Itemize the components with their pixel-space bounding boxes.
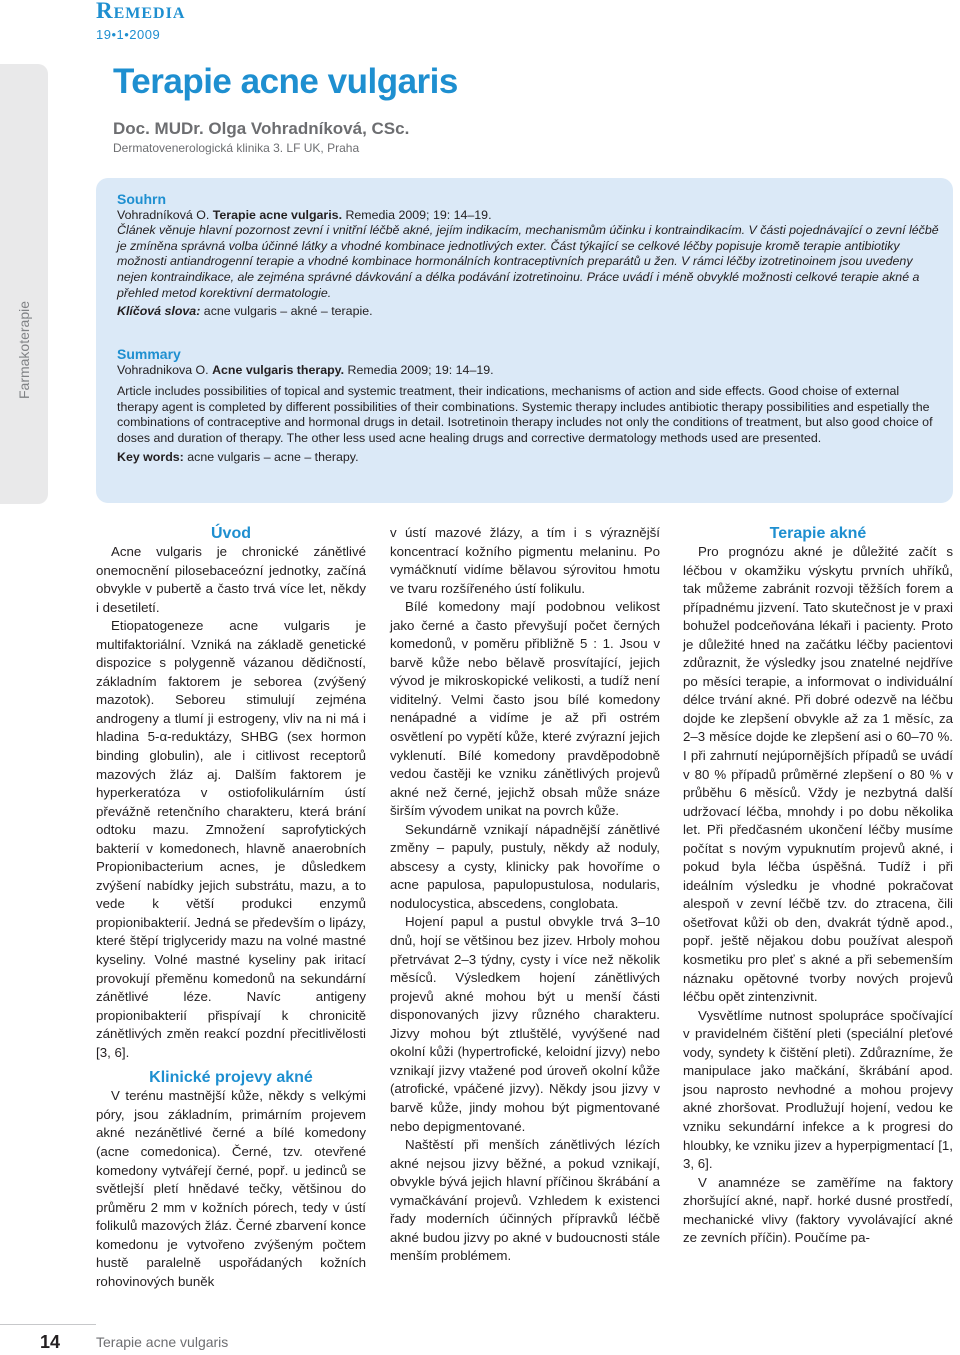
article-author: Doc. MUDr. Olga Vohradníková, CSc. (113, 119, 410, 138)
cite-title: Acne vulgaris therapy. (212, 362, 345, 377)
article-affiliation: Dermatovenerologická klinika 3. LF UK, Praha (113, 141, 360, 155)
paragraph: Naštěstí při menších zánětlivých lézích akné nejsou jizvy běžné, a pokud vznikají, obvykle bývá jejich hlavní příčinou škrábání a vymačkávání projevů. Vzhledem k existenci řady moderních účinných přípravků léčbě akné budou jizvy po akné v budoucnosti stále menším problémem. (390, 1137, 660, 1264)
abstract-en-body: Article includes possibilities of topical and systemic treatment, their indications, mechanisms of action and side effects. Good choise of external therapy agent is completed by different possibilities of their combinations. Systemic therapy includes antibiotic therapy possibilities and espetially the combinations of contraceptive and hormonal drugs in detail. Isotretinoin therapy includes not only the conditions of treatment, but also good choice of doses and duration of therapy. The other less used acne healing drugs and corrective dermatology methods used are presented. (117, 384, 933, 445)
abstract-cz-body: Článek věnuje hlavní pozornost zevní i vnitřní léčbě akné, jejím indikacím, mechanismům účinku i kontraindikacím. V části pojednávající o zevní léčbě je zmíněna správná volba účinné látky a vhodné kombinace jednotlivých exter. Část týkající se celkové léčby popisuje kromě terapie antibiotiky možnosti antiandrogenní terapie a vhodné kombinace hormonálních kontraceptivních preparátů u žen. V rámci léčby izotretinoinem jsou uvedeny nejen kontraindikace, ale zejména správné dávkování a délka podávání izotretinoinu. Práce uvádí i méně obvyklé možnosti celkové terapie akné a přehled metod korektivní dermatologie. (117, 223, 939, 300)
cite-journal: Remedia 2009; 19: 14–19. (345, 207, 492, 222)
keywords-label: Klíčová slova: (117, 304, 201, 319)
masthead (96, 0, 185, 42)
heading-klinicke-projevy: Klinické projevy akné (149, 1069, 313, 1087)
running-title: Terapie acne vulgaris (96, 1334, 229, 1350)
article-title: Terapie acne vulgaris (113, 62, 458, 101)
paragraph: Acne vulgaris je chronické zánětlivé onemocnění pilosebaceózní jednotky, začíná obvykle v pubertě a často trvá více let, někdy i desetiletí. (96, 544, 366, 615)
paragraph: V terénu mastnější kůže, někdy s velkými póry, jsou základním, primárním projevem akné nezánětlivé černé a bílé komedony (acne comedonica). Černé, tzv. otevřené komedony vytvářejí černé, popř. u jedinců se světlejší pletí hnědavé tečky, většinou do průměru 2 mm v kožních pórech, tedy v ústí folikulů mazových žláz. Černé zbarvení konce komedonu je vytvořeno zvýšeným počtem hustě paralelně uspořádaných kožních rohovinových buněk (96, 1088, 366, 1289)
paragraph: Pro prognózu akné je důležité začít s léčbou v okamžiku výskytu prvních uhříků, tak můžeme zabránit rozvoji těžších forem a případnému jizvení. Tato skutečnost je v praxi bohužel podceňována lékaři i pacienty. Proto je důležité hned na začátku léčby pacientovi zdůraznit, že výsledky jsou znatelné nejdříve po měsíci terapie, a informovat o individuální délce trvání akné. Při dobré odezvě na léčbu dojde ke zlepšení obvykle až za 1 měsíc, za 2–3 měsíce dojde ke zlepšení asi o 60–70 %. I při zahrnutí nejúpornějších případů se uvádí v 80 % případů průměrné zlepšení o 80 % v průběhu 6 měsíců. Vždy je nezbytná další udržovací léčba, mnohdy i po dobu několika let. Při předčasném ukončení léčby musíme počítat s novým vypuknutím projevů akné, i pokud byla léčba úspěšná. Tudíž i při ideálním výsledku je vhodné pokračovat alespoň v zevní léčbě tzv. do ztracena, čili ošetřovat kůži ob den, dvakrát týdně apod., popř. ještě nějakou dobu používat alespoň kosmetiku pro pleť s akné a při sebemenším náznaku opětovné tvorby nových projevů léčbu opět zintenzivnit. (683, 544, 953, 1005)
column-1 (96, 524, 366, 1291)
page-footer (0, 1324, 960, 1355)
section-label-text: Farmakoterapie (16, 300, 32, 400)
paragraph: Bílé komedony mají podobnou velikost jako černé a často převyšují počet černých komedonů, v poměru přibližně 5 : 1. Jsou v barvě kůže nebo bělavě prosvítající, jejich vývod je mikroskopické velikosti, a tudíž není viditelný. Velmi často jsou bílé komedony nenápadné a vidíme je až při ostrém osvětlení po vypětí kůže, které zvýrazní jejich vyklenutí. Bílé komedony pravděpodobně vedou častěji ke vzniku zánětlivých projevů akné než černé, jejichž obsah může snáze širším vývodem unikat na povrch kůže. (390, 599, 660, 819)
abstract-en (117, 347, 943, 465)
footer-rule (0, 1324, 96, 1325)
abstract-cz-citation (117, 208, 943, 224)
paragraph: Etiopatogeneze acne vulgaris je multifaktoriální. Vzniká na základě genetické dispozice s polygenně vázanou dědičností, základním faktorem je seborea (zvýšený mazotok). Seboreu stimulují zejména androgeny a tlumí ji estrogeny, vliv na ni má i hladina 5-α-reduktázy, SHBG (sex hormon binding globulin), ale i citlivost receptorů mazových žláz aj. Dalším faktorem je hyperkeratóza v ostiofolikulárním ústí převážně retenčního charakteru, která brání odtoku mazu. Zmnožení saprofytických bakterií v komedonech, hlavně anaerobních Propionibacterium acnes, je důsledkem zvýšení nabídky jejich substrátu, mazu, a to vede k větší produkci enzymů propionibakterií. Jedná se především o lipázy, které štěpí triglyceridy mazu na volné mastné kyseliny. Volné mastné kyseliny pak iritací provokují přeměnu komedonů na sekundární zánětlivé léze. Navíc antigeny propionibakterií přispívají k chronicitě zánětlivých změn reakcí pozdní přecitlivělosti [3, 6]. (96, 618, 366, 1060)
issue-number: 19•1•2009 (96, 27, 161, 42)
page-number: 14 (40, 1332, 61, 1352)
column-2 (390, 524, 660, 1266)
remedia-logo: Remedia (96, 0, 186, 23)
heading-uvod: Úvod (211, 525, 251, 542)
paragraph: V anamnéze se zaměříme na faktory zhoršující akné, např. horké dusné prostředí, mechanické vlivy (faktory vyvolávající akné ze zevních příčin). Poučíme pa- (683, 1174, 953, 1246)
column-3 (683, 524, 953, 1248)
section-side-tab (0, 64, 48, 504)
paragraph: Vysvětlíme nutnost spolupráce spočívající v pravidelném čištění pleti (speciální pleťové vody, syndety k čištění pleti). Zdůrazníme, že manipulace jako mačkání, škrábání apod. jsou naprosto nevhodné a mohou projevy akné zhoršovat. Prodlužují hojení, vedou ke vzniku sekundární infekce a k progresi do hloubky, ke vzniku jizev a hyperpigmentací [1, 3, 6]. (683, 1007, 953, 1172)
abstract-cz (117, 192, 943, 320)
heading-terapie-akne: Terapie akné (769, 525, 867, 542)
abstract-cz-heading: Souhrn (117, 191, 166, 207)
paragraph: v ústí mazové žlázy, a tím i s výraznější koncentrací kožního pigmentu melaninu. Po vymáčknutí vidíme bělavou sýrovitou hmotu ve tvaru rozšířeného ústí folikulu. (390, 525, 660, 596)
section-label (4, 300, 44, 400)
abstract-en-heading: Summary (117, 346, 181, 362)
paragraph: Hojení papul a pustul obvykle trvá 3–10 dnů, hojí se většinou bez jizev. Hrboly mohou přetrvávat 2–3 týdny, cysty i více než několik měsíců. Výsledkem hojení zánětlivých projevů akné mohou být u menší části disponovaných jizvy různého charakteru. Jizvy mohou být ztluštělé, vyvýšené nad okolní kůži (hypertrofické, keloidní jizvy) nebo vznikají jizvy vtažené pod úroveň okolní kůže (atrofické, vpáčené jizvy). Někdy jsou jizvy v barvě kůže, jindy mohou být pigmentované nebo depigmentované. (390, 914, 660, 1134)
cite-author: Vohradnikova O. (117, 362, 209, 377)
keywords-value: acne vulgaris – acne – therapy. (187, 449, 359, 464)
keywords-label: Key words: (117, 449, 184, 464)
abstract-cz-keywords (117, 304, 943, 320)
cite-title: Terapie acne vulgaris. (212, 207, 343, 222)
keywords-value: acne vulgaris – akné – terapie. (203, 304, 373, 319)
paragraph: Sekundárně vznikají nápadnější zánětlivé změny – papuly, pustuly, někdy až noduly, abscesy a cysty, klinicky pak hovoříme o acne papulosa, papulopustulosa, nodularis, nodulocystica, abscedens, conglobata. (390, 821, 660, 911)
abstract-en-citation (117, 363, 943, 379)
abstract-en-keywords (117, 450, 943, 466)
cite-author: Vohradníková O. (117, 207, 210, 222)
cite-journal: Remedia 2009; 19: 14–19. (347, 362, 494, 377)
